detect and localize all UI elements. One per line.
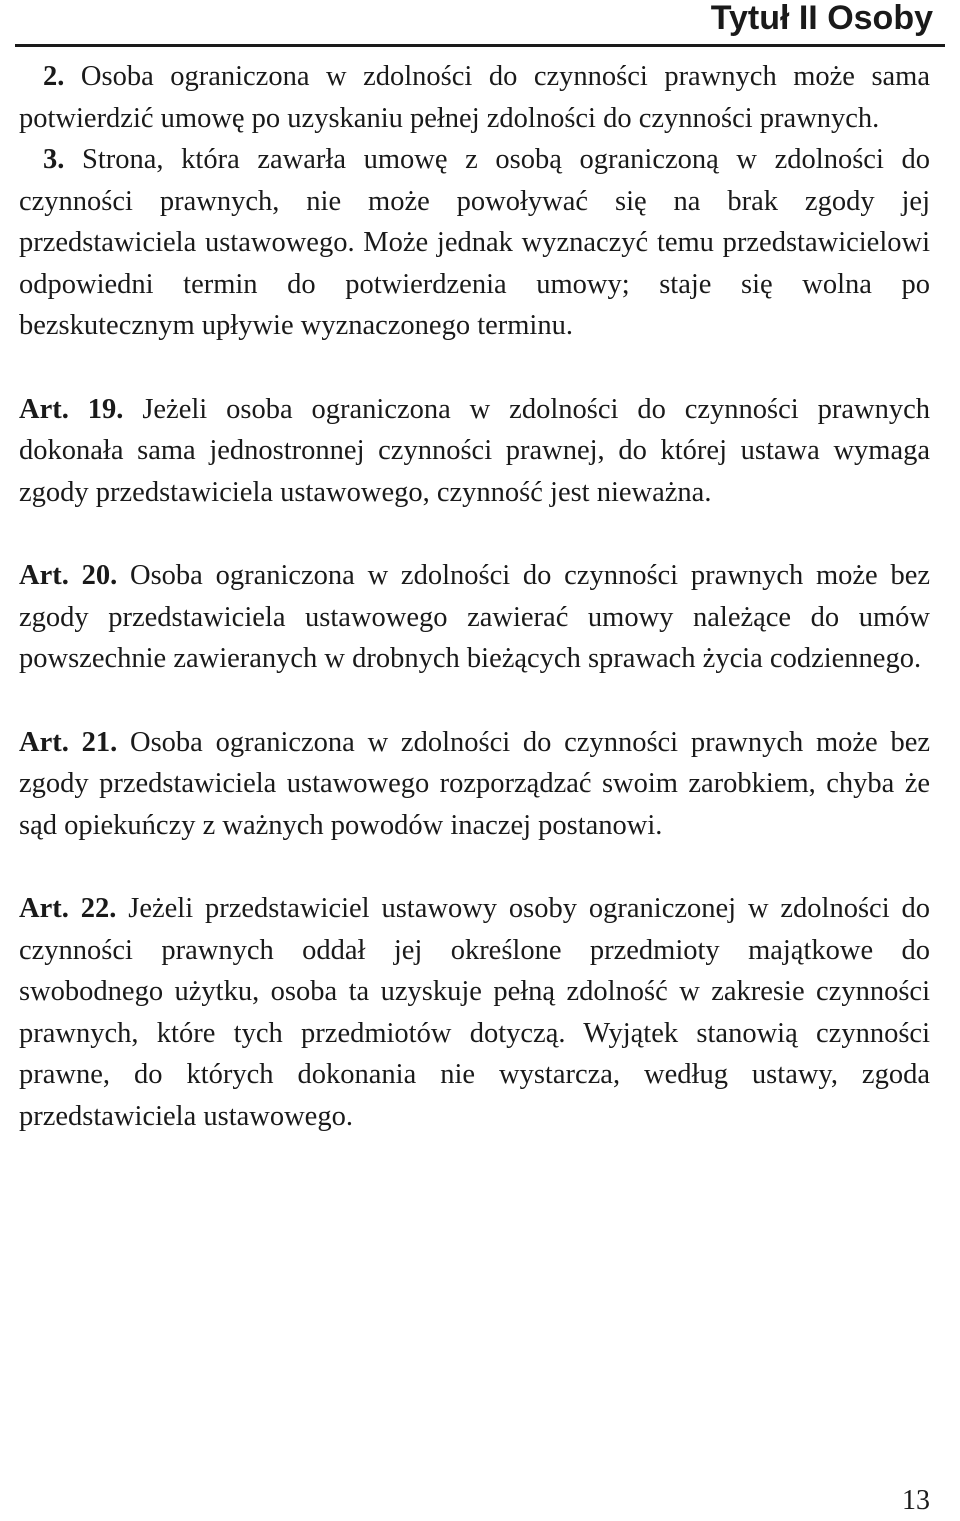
article-number: Art. 21. — [19, 726, 118, 758]
article-number: Art. 20. — [19, 560, 118, 591]
paragraph-text: Strona, która zawarła umowę z osobą ograniczoną w zdolności do czynności prawnych, nie może powoływać się na brak zgody jej przedstawiciela ustawowego. Może jednak wyznaczyć temu przedstawicielowi odpowiedni termin do potwierdzenia umowy; staje się wolna po bezskutecznym upływie wyznaczonego terminu. — [19, 144, 930, 341]
article-number: Art. 19. — [19, 393, 124, 425]
paragraph-number: 3. — [43, 144, 65, 175]
paragraph-text: Osoba ograniczona w zdolności do czynności prawnych może sama potwierdzić umowę po uzyskaniu pełnej zdolności do czynności prawnych. — [19, 61, 930, 134]
article-text: Osoba ograniczona w zdolności do czynności prawnych może bez zgody przedstawiciela ustawowego zawierać umowy należące do umów powszechnie zawieranych w drobnych bieżących sprawach życia codziennego. — [19, 560, 930, 674]
page-body — [19, 56, 930, 1137]
running-header-title: Tytuł II Osoby — [710, 0, 933, 37]
running-header — [15, 0, 945, 47]
article-20 — [19, 555, 930, 680]
article-text: Osoba ograniczona w zdolności do czynności prawnych może bez zgody przedstawiciela ustawowego rozporządzać swoim zarobkiem, chyba że sąd opiekuńczy z ważnych powodów inaczej postanowi. — [19, 726, 930, 841]
article-text: Jeżeli przedstawiciel ustawowy osoby ograniczonej w zdolności do czynności prawnych oddał jej określone przedmioty majątkowe do swobodnego użytku, osoba ta uzyskuje pełną zdolność w zakresie czynności prawnych, które tych przedmiotów dotyczą. Wyjątek stanowią czynności prawne, do których dokonania nie wystarcza, według ustawy, zgoda przedstawiciela ustawowego. — [19, 893, 931, 1132]
paragraph-3 — [19, 139, 930, 347]
article-text: Jeżeli osoba ograniczona w zdolności do czynności prawnych dokonała sama jednostronnej czynności prawnej, do której ustawa wymaga zgody przedstawiciela ustawowego, czynność jest nieważna. — [19, 393, 930, 508]
paragraph-number: 2. — [43, 61, 65, 92]
paragraph-2 — [19, 56, 930, 139]
page-number: 13 — [902, 1485, 930, 1516]
article-21 — [19, 722, 930, 847]
article-number: Art. 22. — [19, 893, 117, 924]
article-19 — [19, 389, 930, 514]
article-22 — [19, 888, 930, 1137]
